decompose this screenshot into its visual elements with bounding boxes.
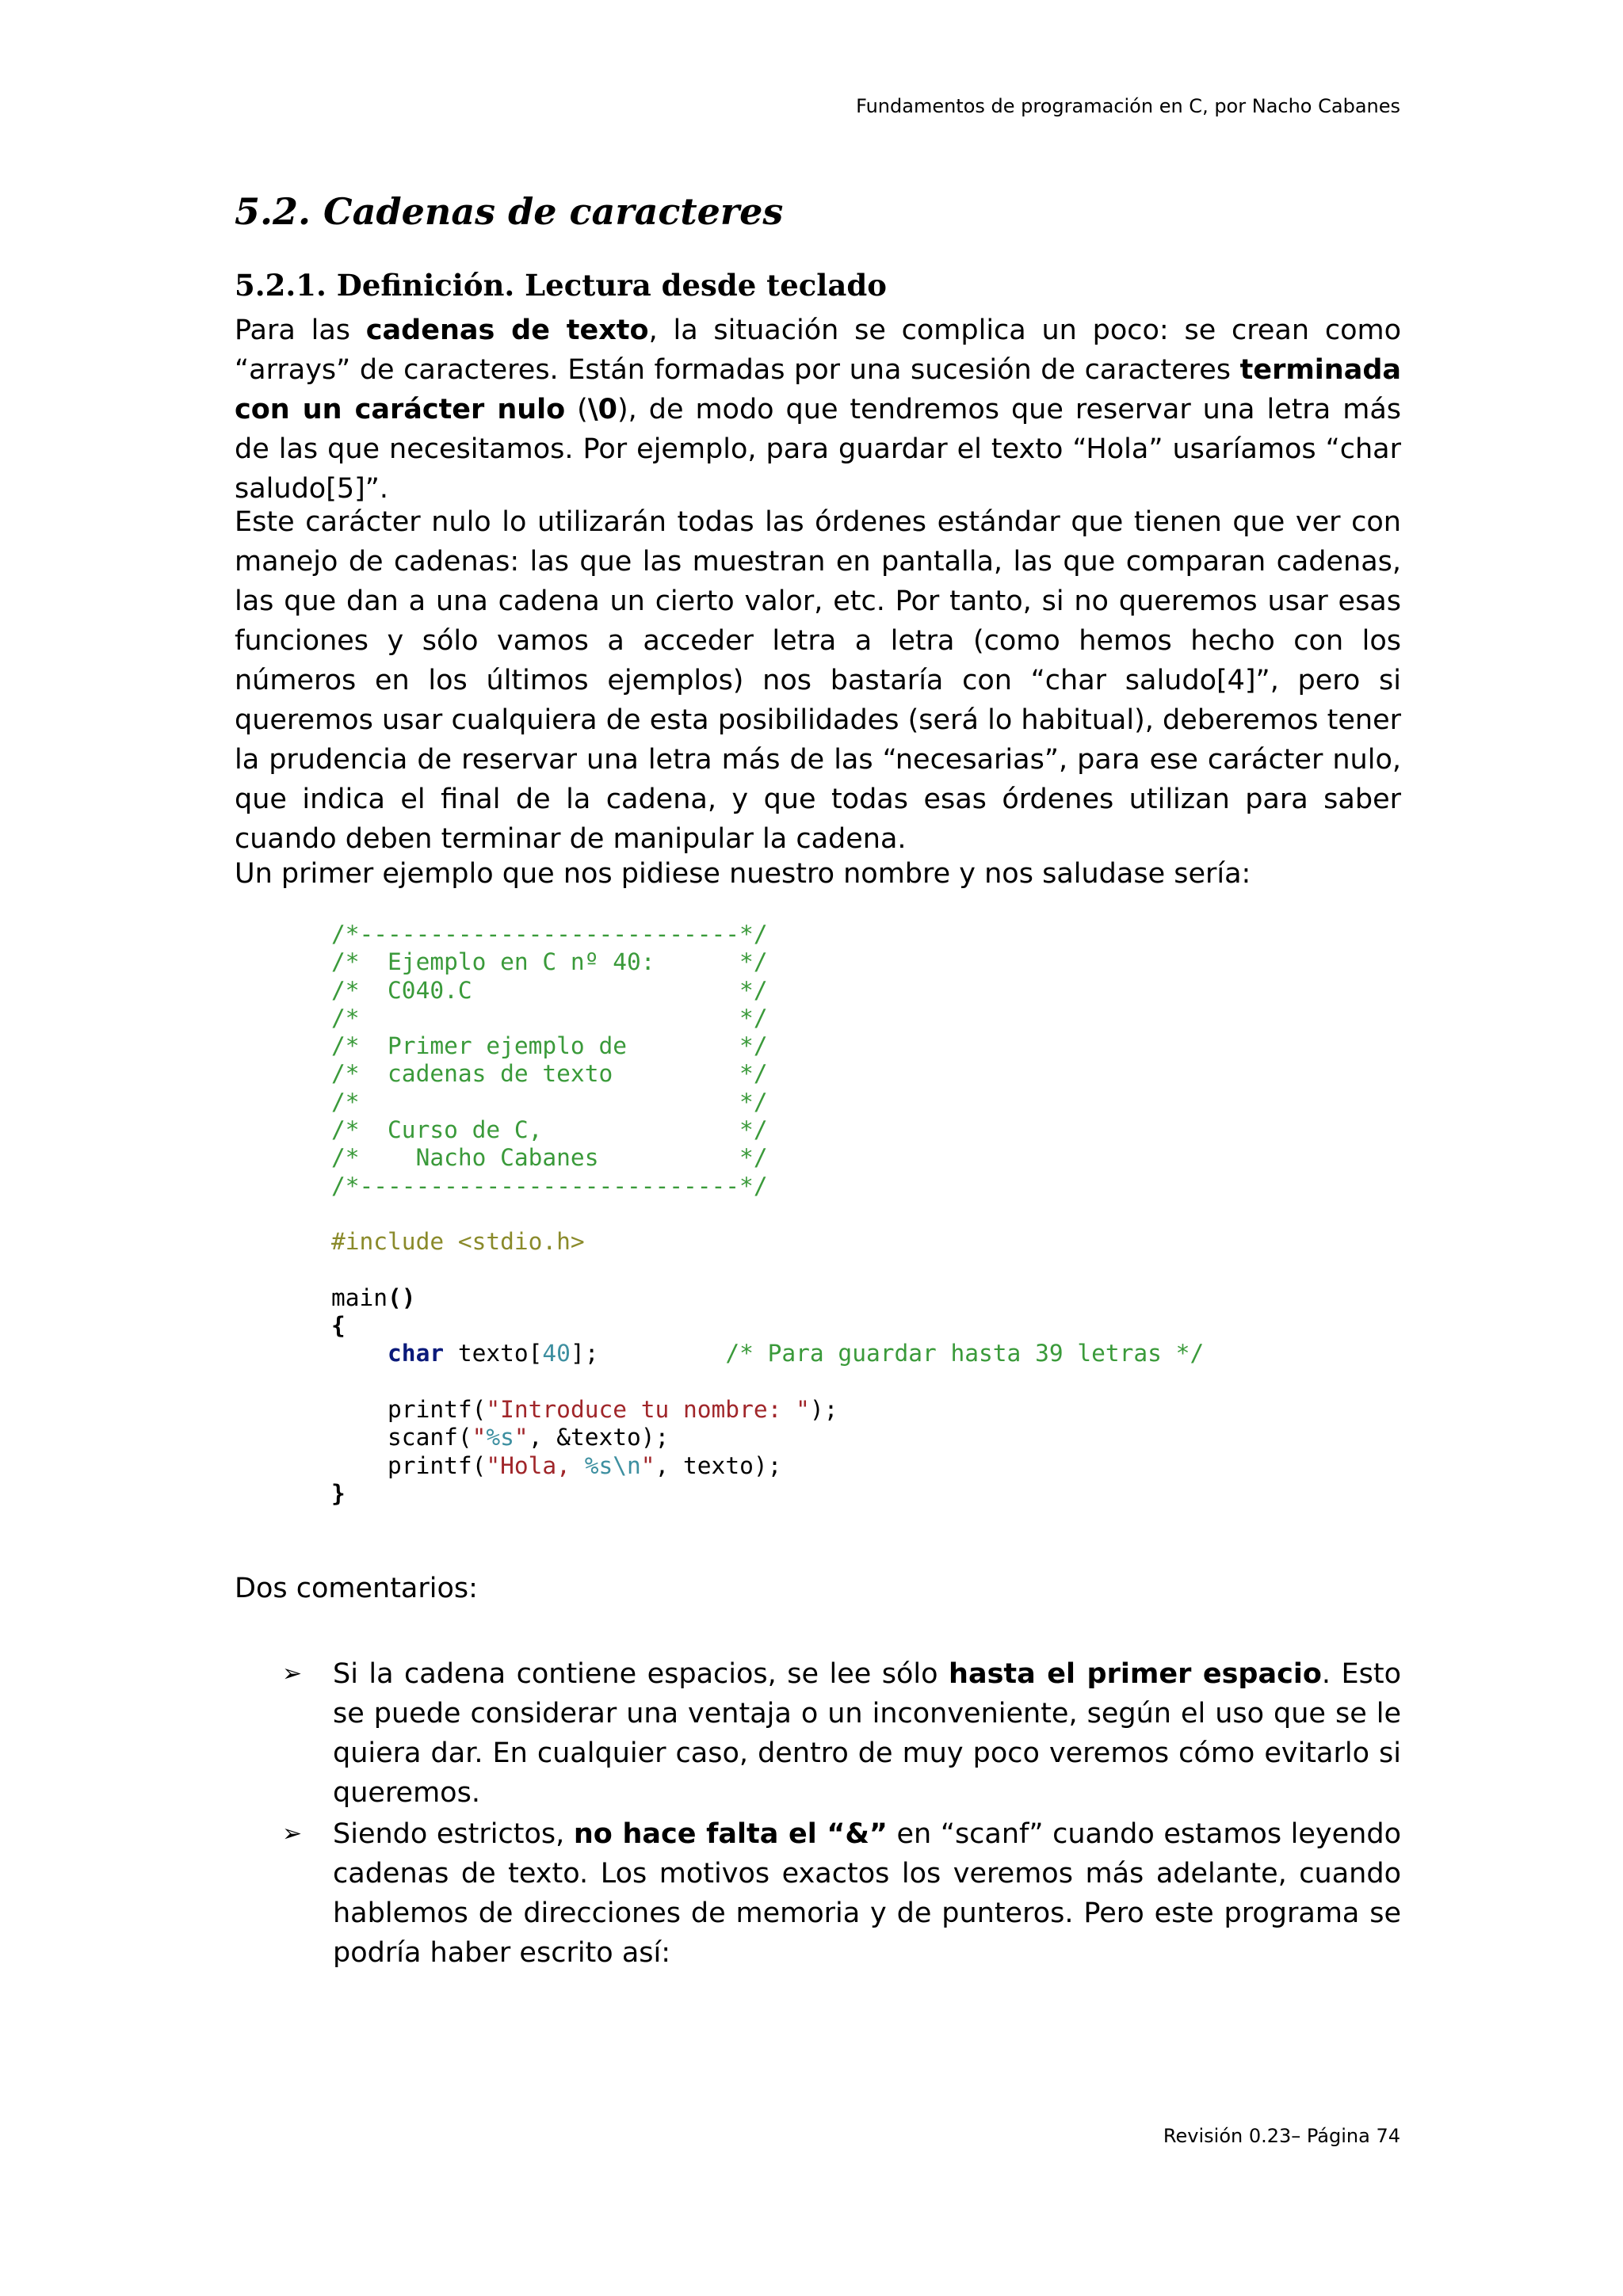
code-string: " [472, 1424, 487, 1451]
paragraph-null-char: Este carácter nulo lo utilizarán todas las órdenes estándar que tienen que ver con manejo de cadenas: las que las muestran en pantalla, las que comparan cadenas, las que dan a una cadena un cierto valor, etc. Por tanto, si no queremos usar esas funciones y sólo vamos a acceder letra a letra (como hemos hecho con los números en los últimos ejemplos) nos bastaría con “char saludo[4]”, pero si queremos usar cualquiera de esta posibilidades (será lo habitual), deberemos tener la prudencia de reservar una letra más de las “necesarias”, para ese carácter nulo, que indica el final de la cadena, y que todas esas órdenes utilizan para saber cuando deben terminar de manipular la cadena. [235, 506, 1401, 855]
code-text: printf( [388, 1396, 487, 1424]
code-main: main [331, 1283, 388, 1311]
running-header: Fundamentos de programación en C, por Nacho Cabanes [856, 95, 1400, 117]
code-brace: { [331, 1312, 346, 1340]
code-keyword: char [388, 1340, 445, 1367]
text-run: en “scanf” cuando estamos leyendo cadenas de texto. Los motivos exactos los veremos más adelante, cuando hablemos de direcciones de memoria y de punteros. Pero este programa se podría haber escrito así: [333, 1818, 1401, 1969]
code-number: 40 [542, 1340, 571, 1367]
code-string: "Introduce tu nombre: " [486, 1396, 810, 1424]
code-comment: /* Primer ejemplo de */ [331, 1032, 768, 1060]
code-brace: } [331, 1479, 346, 1507]
bold-run: hasta el primer espacio [949, 1658, 1322, 1690]
code-comment: /* Nacho Cabanes */ [331, 1144, 768, 1172]
text-run: ), de modo que tendremos que reservar una letra más de las que necesitamos. Por ejemplo, para guardar el texto “Hola” usaríamos “char saludo[5]”. [235, 394, 1401, 505]
text-run: Para las [235, 315, 366, 346]
code-comment: /* */ [331, 1088, 768, 1116]
text-run: , la situación se complica un poco: se crean como “arrays” de caracteres. Están formadas por una sucesión de caracteres [235, 315, 1401, 386]
code-text: printf( [388, 1451, 487, 1479]
code-comment: /* C040.C */ [331, 976, 768, 1004]
bullet-item-spaces [333, 1654, 1401, 1813]
text-run: ( [565, 394, 588, 425]
bold-run: no hace falta el “&” [573, 1818, 888, 1850]
bold-run: \0 [587, 394, 617, 425]
code-text: ]; [570, 1340, 599, 1367]
code-text: , texto); [655, 1451, 782, 1479]
code-string: " [514, 1424, 529, 1451]
code-text: scanf( [388, 1424, 472, 1451]
bullet-arrow-icon: ➢ [282, 1820, 303, 1848]
code-listing [331, 921, 1204, 1508]
bullet-arrow-icon: ➢ [282, 1660, 303, 1688]
subsection-title: 5.2.1. Definición. Lectura desde teclado [235, 268, 887, 303]
code-text: , &texto); [528, 1424, 670, 1451]
code-string: "Hola, [486, 1451, 585, 1479]
code-paren: () [388, 1283, 416, 1311]
code-comment: /* Para guardar hasta 39 letras */ [725, 1340, 1205, 1367]
code-comment: /* Ejemplo en C nº 40: */ [331, 948, 768, 976]
text-run: Si la cadena contiene espacios, se lee sólo [333, 1658, 949, 1690]
code-text: ); [809, 1396, 838, 1424]
paragraph-example-intro: Un primer ejemplo que nos pidiese nuestro nombre y nos saludase sería: [235, 858, 1251, 890]
bullet-item-ampersand [333, 1814, 1401, 1973]
code-comment: /* */ [331, 1004, 768, 1032]
bold-run: cadenas de texto [365, 315, 649, 346]
code-text: texto[ [444, 1340, 543, 1367]
bold-run: terminada con un carácter nulo [235, 354, 1401, 425]
code-format: %s\n [584, 1451, 641, 1479]
code-include: #include <stdio.h> [331, 1228, 585, 1256]
paragraph-definition [235, 311, 1401, 509]
code-comment: /*---------------------------*/ [331, 1172, 768, 1199]
section-title: 5.2. Cadenas de caracteres [235, 190, 784, 233]
text-run: . Esto se puede considerar una ventaja o un inconveniente, según el uso que se le quiera dar. En cualquier caso, dentro de muy poco veremos cómo evitarlo si queremos. [333, 1658, 1401, 1809]
code-comment: /* cadenas de texto */ [331, 1060, 768, 1088]
text-run: Siendo estrictos, [333, 1818, 574, 1850]
code-format: %s [486, 1424, 514, 1451]
code-comment: /*---------------------------*/ [331, 921, 768, 948]
code-comment: /* Curso de C, */ [331, 1116, 768, 1144]
page-footer: Revisión 0.23– Página 74 [1163, 2125, 1400, 2147]
code-string: " [640, 1451, 655, 1479]
paragraph-comments-intro: Dos comentarios: [235, 1573, 478, 1604]
